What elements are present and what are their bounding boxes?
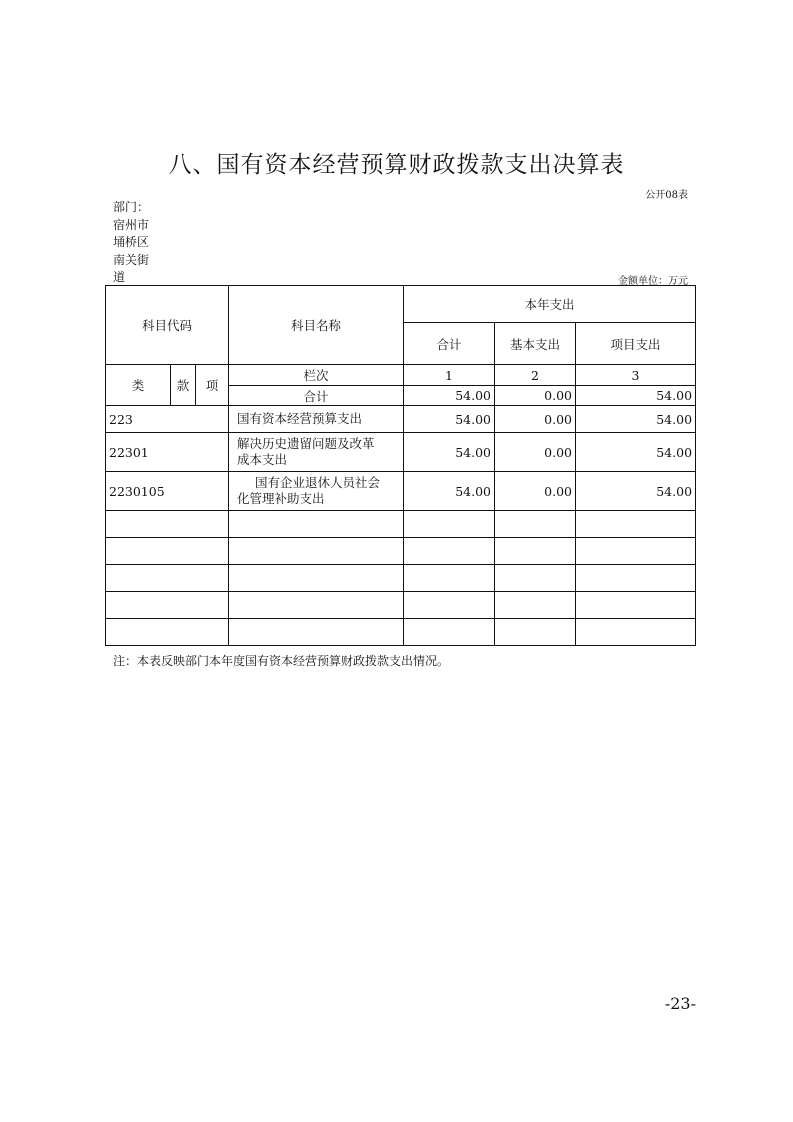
cell-project: 54.00 [576, 433, 696, 472]
column-index: 2 [495, 365, 576, 386]
department-name-line: 宿州市 [113, 217, 150, 232]
cell-basic: 0.00 [495, 433, 576, 472]
empty-row [106, 511, 696, 538]
subject-name [229, 472, 404, 511]
subject-name-line: 解决历史遗留问题及改革 [237, 436, 375, 451]
empty-row [106, 619, 696, 646]
header-subject-code: 科目代码 [106, 286, 229, 365]
cell-total: 54.00 [404, 406, 495, 433]
subject-name-line: 国有企业退休人员社会 [255, 475, 381, 490]
column-index: 3 [576, 365, 696, 386]
subject-name [229, 433, 404, 472]
header-basic: 基本支出 [495, 323, 576, 365]
department-block [113, 199, 173, 287]
department-name-line: 埇桥区 [113, 235, 150, 249]
cell-basic: 0.00 [495, 472, 576, 511]
sum-basic: 0.00 [495, 386, 576, 406]
page-title: 八、国有资本经营预算财政拨款支出决算表 [168, 152, 625, 178]
header-current-year: 本年支出 [404, 286, 696, 323]
header-lanci: 栏次 [229, 365, 404, 386]
cell-total: 54.00 [404, 472, 495, 511]
subject-code: 22301 [106, 433, 229, 472]
header-subject-name: 科目名称 [229, 286, 404, 365]
department-name-line: 南关街 [113, 252, 150, 267]
header-project: 项目支出 [576, 323, 696, 365]
cell-total: 54.00 [404, 433, 495, 472]
column-index-row [106, 365, 696, 386]
sum-label: 合计 [229, 386, 404, 406]
subject-name-line: 化管理补助支出 [237, 491, 325, 506]
table-row [106, 472, 696, 511]
subject-code: 2230105 [106, 472, 229, 511]
expenditure-table [105, 285, 696, 646]
sum-project: 54.00 [576, 386, 696, 406]
header-lei: 类 [106, 365, 171, 406]
footnote: 注：本表反映部门本年度国有资本经营预算财政拨款支出情况。 [113, 654, 450, 668]
subject-name: 国有资本经营预算支出 [229, 406, 404, 433]
department-label: 部门： [113, 200, 150, 214]
header-row [106, 286, 696, 323]
column-index: 1 [404, 365, 495, 386]
empty-row [106, 538, 696, 565]
table-row [106, 433, 696, 472]
header-total: 合计 [404, 323, 495, 365]
empty-row [106, 592, 696, 619]
subject-code: 223 [106, 406, 229, 433]
table-row [106, 406, 696, 433]
subject-name-line: 成本支出 [237, 452, 288, 467]
form-number: 公开08表 [645, 190, 688, 201]
department-name-line: 道 [113, 270, 126, 284]
sum-total: 54.00 [404, 386, 495, 406]
page-number: -23- [664, 994, 696, 1013]
cell-project: 54.00 [576, 406, 696, 433]
header-kuan: 款 [171, 365, 196, 406]
empty-row [106, 565, 696, 592]
cell-project: 54.00 [576, 472, 696, 511]
cell-basic: 0.00 [495, 406, 576, 433]
amount-unit: 金额单位：万元 [618, 276, 688, 287]
header-xiang: 项 [196, 365, 229, 406]
